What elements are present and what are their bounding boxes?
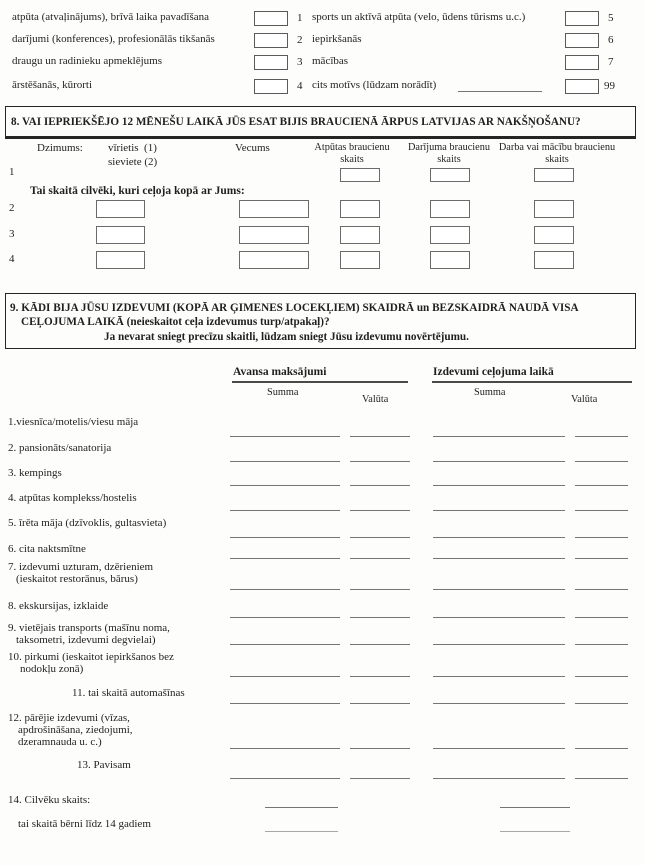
advance-summa-line-9[interactable] xyxy=(230,644,340,645)
expense-label-1: 1.viesnīca/motelis/viesu māja xyxy=(8,416,139,428)
expense-label-8: 8. ekskursijas, izklaide xyxy=(8,600,109,612)
motive-checkbox-3[interactable] xyxy=(254,55,288,70)
advance-summa-line-2[interactable] xyxy=(230,461,340,462)
q8-row3-number: 3 xyxy=(9,228,15,240)
travel-header-rule xyxy=(432,381,632,383)
expense-label-5: 5. īrēta māja (dzīvoklis, gultasvieta) xyxy=(8,517,167,529)
expense-label-13: 13. Pavisam xyxy=(77,759,131,771)
motive-checkbox-7[interactable] xyxy=(565,55,599,70)
motive-checkbox-5[interactable] xyxy=(565,11,599,26)
travel-summa-line-1[interactable] xyxy=(433,436,565,437)
children-count-label: tai skaitā bērni līdz 14 gadiem xyxy=(18,818,151,830)
advance-valuta-line-7[interactable] xyxy=(350,589,410,590)
travel-valuta-line-10[interactable] xyxy=(575,676,628,677)
motive-checkbox-6[interactable] xyxy=(565,33,599,48)
row2-rest-trips-box[interactable] xyxy=(340,200,380,218)
motive-label-6: iepirkšanās xyxy=(312,33,362,45)
travel-valuta-line-11[interactable] xyxy=(575,703,628,704)
motive-label-5: sports un aktīvā atpūta (velo, ūdens tūrisms u.c.) xyxy=(312,11,526,23)
motive-label-7: mācības xyxy=(312,55,349,67)
advance-summa-line-12[interactable] xyxy=(230,748,340,749)
advance-valuta-line-6[interactable] xyxy=(350,558,410,559)
motive-checkbox-2[interactable] xyxy=(254,33,288,48)
advance-valuta-header: Valūta xyxy=(362,394,389,405)
travel-valuta-line-1[interactable] xyxy=(575,436,628,437)
expense-label-12b: apdrošināšana, ziedojumi, xyxy=(18,724,133,736)
col-work-study-trips-header: Darba vai mācību braucienu skaits xyxy=(498,142,616,165)
motive-label-3: draugu un radinieku apmeklējums xyxy=(12,55,162,67)
advance-summa-line-13[interactable] xyxy=(230,778,340,779)
advance-summa-line-6[interactable] xyxy=(230,558,340,559)
q9-title-line2: CEĻOJUMA LAIKĀ (neieskaitot ceļa izdevumus turp/atpakaļ)? xyxy=(21,316,330,328)
advance-valuta-line-13[interactable] xyxy=(350,778,410,779)
travel-valuta-line-3[interactable] xyxy=(575,485,628,486)
row4-age-box[interactable] xyxy=(239,251,309,269)
expense-label-9b: taksometri, izdevumi degvielai) xyxy=(16,634,156,646)
motive-label-1: atpūta (atvaļinājums), brīvā laika pavadīšana xyxy=(12,11,210,23)
motive-label-2: darījumi (konferences), profesionālās tikšanās xyxy=(12,33,215,45)
motive-code-5: 5 xyxy=(608,12,614,24)
travel-summa-line-4[interactable] xyxy=(433,510,565,511)
travel-people-count-line[interactable] xyxy=(500,807,570,808)
travel-summa-line-5[interactable] xyxy=(433,537,565,538)
expense-label-6: 6. cita naktsmītne xyxy=(8,543,86,555)
travel-valuta-line-4[interactable] xyxy=(575,510,628,511)
col-rest-trips-header: Atpūtas braucienu skaits xyxy=(314,142,390,165)
advance-valuta-line-8[interactable] xyxy=(350,617,410,618)
q9-title-line1: 9. KĀDI BIJA JŪSU IZDEVUMI (KOPĀ AR ĢIMENES LOCEKĻIEM) SKAIDRĀ un BEZSKAIDRĀ NAUDĀ VISA xyxy=(10,302,579,314)
advance-people-count-line[interactable] xyxy=(265,807,338,808)
row2-business-trips-box[interactable] xyxy=(430,200,470,218)
travel-summa-line-2[interactable] xyxy=(433,461,565,462)
travel-valuta-line-2[interactable] xyxy=(575,461,628,462)
motive-code-3: 3 xyxy=(297,56,303,68)
q9-title-line3: Ja nevarat sniegt precīzu skaitli, lūdzam sniegt Jūsu izdevumu novērtējumu. xyxy=(104,331,469,343)
row1-work-study-trips-box[interactable] xyxy=(534,168,574,182)
travel-summa-line-12[interactable] xyxy=(433,748,565,749)
row4-work-study-trips-box[interactable] xyxy=(534,251,574,269)
advance-valuta-line-2[interactable] xyxy=(350,461,410,462)
travel-valuta-line-5[interactable] xyxy=(575,537,628,538)
row3-work-study-trips-box[interactable] xyxy=(534,226,574,244)
motive-code-4: 4 xyxy=(297,80,303,92)
advance-valuta-line-3[interactable] xyxy=(350,485,410,486)
expense-label-10b: nodokļu zonā) xyxy=(20,663,84,675)
q8-title: 8. VAI IEPRIEKŠĒJO 12 MĒNEŠU LAIKĀ JŪS ESAT BIJIS BRAUCIENĀ ĀRPUS LATVIJAS AR NAKŠŅOŠANU? xyxy=(11,116,581,128)
gender-female-label: sieviete (2) xyxy=(108,156,158,168)
travel-summa-line-7[interactable] xyxy=(433,589,565,590)
travel-summa-line-3[interactable] xyxy=(433,485,565,486)
travel-valuta-line-6[interactable] xyxy=(575,558,628,559)
expense-label-7b: (ieskaitot restorānus, bārus) xyxy=(16,573,138,585)
travel-valuta-line-12[interactable] xyxy=(575,748,628,749)
row1-business-trips-box[interactable] xyxy=(430,168,470,182)
motive-label-99: cits motīvs (lūdzam norādīt) xyxy=(312,79,437,91)
motive-checkbox-1[interactable] xyxy=(254,11,288,26)
q8-row4-number: 4 xyxy=(9,253,15,265)
row4-rest-trips-box[interactable] xyxy=(340,251,380,269)
advance-summa-line-4[interactable] xyxy=(230,510,340,511)
advance-summa-header: Summa xyxy=(267,387,299,398)
q8-row1-number: 1 xyxy=(9,166,15,178)
col-business-trips-header: Darījuma braucienu skaits xyxy=(407,142,491,165)
motive-code-1: 1 xyxy=(297,12,303,24)
motive-code-2: 2 xyxy=(297,34,303,46)
travel-summa-line-10[interactable] xyxy=(433,676,565,677)
travel-valuta-line-9[interactable] xyxy=(575,644,628,645)
row4-business-trips-box[interactable] xyxy=(430,251,470,269)
advance-valuta-line-4[interactable] xyxy=(350,510,410,511)
motive-label-4: ārstēšanās, kūrorti xyxy=(12,79,93,91)
advance-summa-line-5[interactable] xyxy=(230,537,340,538)
expense-label-4: 4. atpūtas komplekss/hostelis xyxy=(8,492,137,504)
advance-valuta-line-5[interactable] xyxy=(350,537,410,538)
row1-rest-trips-box[interactable] xyxy=(340,168,380,182)
row3-gender-box[interactable] xyxy=(96,226,145,244)
people-count-label: 14. Cilvēku skaits: xyxy=(8,794,91,806)
advance-summa-line-1[interactable] xyxy=(230,436,340,437)
motive-code-99: 99 xyxy=(604,80,615,92)
travel-valuta-line-7[interactable] xyxy=(575,589,628,590)
motive-code-7: 7 xyxy=(608,56,614,68)
advance-valuta-line-10[interactable] xyxy=(350,676,410,677)
expense-label-7: 7. izdevumi uzturam, dzērieniem xyxy=(8,561,154,573)
expense-label-9: 9. vietējais transports (mašīnu noma, xyxy=(8,622,170,634)
travel-summa-line-9[interactable] xyxy=(433,644,565,645)
advance-valuta-line-12[interactable] xyxy=(350,748,410,749)
row2-work-study-trips-box[interactable] xyxy=(534,200,574,218)
advance-children-count-line[interactable] xyxy=(265,831,338,832)
advance-payments-header: Avansa maksājumi xyxy=(233,366,327,378)
advance-summa-line-7[interactable] xyxy=(230,589,340,590)
travel-summa-header: Summa xyxy=(474,387,506,398)
expense-label-12c: dzeramnauda u. c.) xyxy=(18,736,102,748)
advance-valuta-line-9[interactable] xyxy=(350,644,410,645)
gender-label: Dzimums: xyxy=(37,142,83,154)
age-label: Vecums xyxy=(235,142,270,154)
q8-title-box xyxy=(5,106,636,139)
travel-summa-line-6[interactable] xyxy=(433,558,565,559)
advance-summa-line-3[interactable] xyxy=(230,485,340,486)
travel-valuta-line-8[interactable] xyxy=(575,617,628,618)
row2-gender-box[interactable] xyxy=(96,200,145,218)
travel-valuta-header: Valūta xyxy=(571,394,598,405)
advance-summa-line-11[interactable] xyxy=(230,703,340,704)
motive-code-6: 6 xyxy=(608,34,614,46)
travel-expenses-header: Izdevumi ceļojuma laikā xyxy=(433,366,554,378)
expense-label-11: 11. tai skaitā automašīnas xyxy=(72,687,185,699)
q8-row2-number: 2 xyxy=(9,202,15,214)
motive-checkbox-99[interactable] xyxy=(565,79,599,94)
travel-valuta-line-13[interactable] xyxy=(575,778,628,779)
gender-male-label: vīrietis (1) xyxy=(108,142,157,154)
advance-summa-line-8[interactable] xyxy=(230,617,340,618)
motive-checkbox-4[interactable] xyxy=(254,79,288,94)
row3-rest-trips-box[interactable] xyxy=(340,226,380,244)
advance-valuta-line-1[interactable] xyxy=(350,436,410,437)
travel-summa-line-8[interactable] xyxy=(433,617,565,618)
row2-age-box[interactable] xyxy=(239,200,309,218)
row4-gender-box[interactable] xyxy=(96,251,145,269)
advance-summa-line-10[interactable] xyxy=(230,676,340,677)
expense-label-2: 2. pansionāts/sanatorija xyxy=(8,442,112,454)
expense-label-10: 10. pirkumi (ieskaitot iepirkšanos bez xyxy=(8,651,174,663)
advance-valuta-line-11[interactable] xyxy=(350,703,410,704)
advance-header-rule xyxy=(232,381,408,383)
row3-age-box[interactable] xyxy=(239,226,309,244)
expense-label-3: 3. kempings xyxy=(8,467,62,479)
q9-title-box xyxy=(5,293,636,349)
travel-children-count-line[interactable] xyxy=(500,831,570,832)
row3-business-trips-box[interactable] xyxy=(430,226,470,244)
expense-label-12: 12. pārējie izdevumi (vīzas, xyxy=(8,712,130,724)
travel-summa-line-11[interactable] xyxy=(433,703,565,704)
other-motive-blank-line[interactable] xyxy=(458,91,542,92)
companions-heading: Tai skaitā cilvēki, kuri ceļoja kopā ar Jums: xyxy=(30,185,245,197)
travel-summa-line-13[interactable] xyxy=(433,778,565,779)
